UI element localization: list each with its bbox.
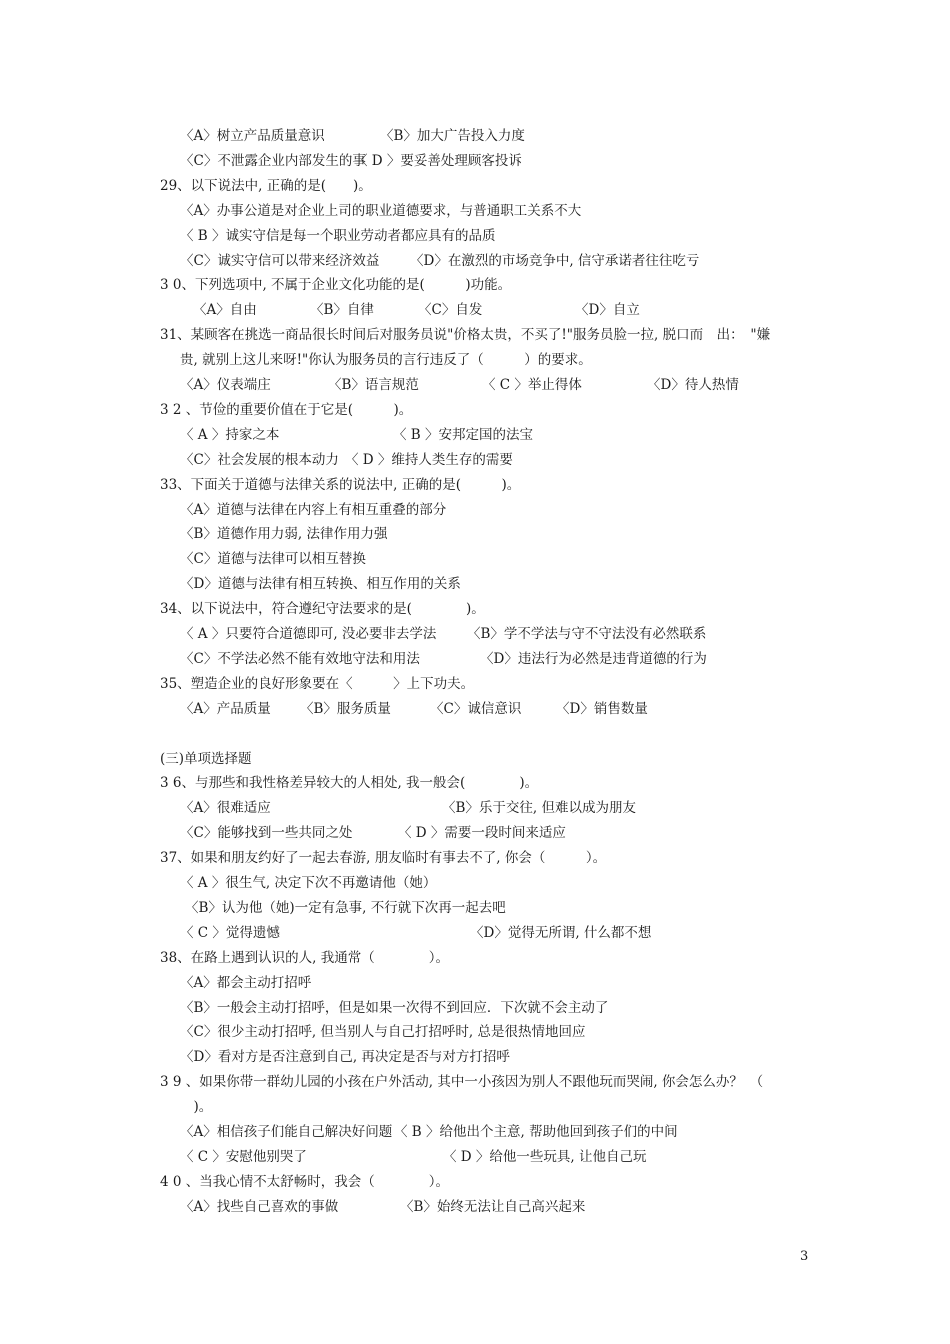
question-line: 3 2 、节俭的重要价值在于它是( )。	[160, 402, 413, 418]
question-line: 33、下面关于道德与法律关系的说法中, 正确的是( )。	[160, 477, 521, 493]
option-text: 〈C〉不学法必然不能有效地守法和用法	[180, 651, 420, 667]
option-text: 〈 D 〉要妥善处理顾客投诉	[354, 153, 522, 169]
option-text: 〈B〉自律	[310, 302, 374, 318]
option-text: 〈A〉道德与法律在内容上有相互重叠的部分	[180, 502, 447, 518]
option-text: 〈A〉办事公道是对企业上司的职业道德要求，与普通职工关系不大	[180, 203, 582, 219]
question-line: 37、如果和朋友约好了一起去春游, 朋友临时有事去不了, 你会（ ）。	[160, 850, 607, 866]
option-text: 〈 A 〉很生气, 决定下次不再邀请他（她）	[180, 875, 437, 891]
option-text: 〈A〉产品质量	[180, 701, 271, 717]
option-text: 〈 D 〉给他一些玩具, 让他自己玩	[443, 1149, 647, 1165]
option-text: 〈D〉待人热情	[647, 377, 739, 393]
option-text: 〈A〉找些自己喜欢的事做	[180, 1199, 339, 1215]
question-line: 4 0 、当我心情不太舒畅时，我会（ ）。	[160, 1174, 450, 1190]
question-line: 34、以下说法中，符合遵纪守法要求的是( )。	[160, 601, 485, 617]
question-line: 31、某顾客在挑选一商品很长时间后对服务员说"价格太贵，不买了!"服务员脸一拉, 脱口而 出： "嫌	[160, 327, 771, 343]
option-text: 〈D〉看对方是否注意到自己, 再决定是否与对方打招呼	[180, 1049, 510, 1065]
option-text: 〈A〉很难适应	[180, 800, 271, 816]
option-text: 〈 A 〉持家之本	[180, 427, 280, 443]
option-text: 〈C〉社会发展的根本动力	[180, 452, 339, 468]
option-text: 〈C〉道德与法律可以相互替换	[180, 551, 366, 567]
option-text: 〈D〉违法行为必然是违背道德的行为	[480, 651, 707, 667]
option-text: 3 9 、如果你带一群幼儿园的小孩在户外活动, 其中一小孩因为别人不跟他玩而哭闹, 你会怎么办？ （	[160, 1074, 764, 1090]
option-text: 〈 C 〉举止得体	[482, 377, 582, 393]
question-line: 38、在路上遇到认识的人, 我通常（ ）。	[160, 950, 450, 966]
option-text: 〈B〉乐于交往, 但难以成为朋友	[442, 800, 637, 816]
option-text: )。	[180, 1099, 213, 1115]
option-text: 〈 D 〉需要一段时间来适应	[398, 825, 566, 841]
option-text: 〈 B 〉诚实守信是每一个职业劳动者都应具有的品质	[180, 228, 496, 244]
option-text: 〈C〉自发	[418, 302, 483, 318]
option-text: 〈A〉都会主动打招呼	[180, 975, 312, 991]
question-line: (三)单项选择题	[160, 751, 252, 767]
question-line: 29、以下说法中, 正确的是( )。	[160, 178, 372, 194]
option-text: 〈B〉服务质量	[300, 701, 391, 717]
option-text: 〈B〉加大广告投入力度	[380, 128, 525, 144]
option-text: 〈A〉相信孩子们能自己解决好问题	[180, 1124, 393, 1140]
question-line: 35、塑造企业的良好形象要在〈 〉上下功夫。	[160, 676, 475, 692]
option-text: 〈 C 〉觉得遗憾	[180, 925, 280, 941]
option-text: 〈B〉学不学法与守不守法没有必然联系	[467, 626, 707, 642]
question-line: 3 0、下列选项中, 不属于企业文化功能的是( )功能。	[160, 277, 512, 293]
option-text: 〈A〉仪表端庄	[180, 377, 271, 393]
option-text: 〈D〉自立	[575, 302, 640, 318]
option-text: 〈D〉销售数量	[556, 701, 648, 717]
option-text: 〈D〉觉得无所谓, 什么都不想	[470, 925, 652, 941]
option-text: 〈C〉能够找到一些共同之处	[180, 825, 353, 841]
option-text: 〈B〉一般会主动打招呼，但是如果一次得不到回应．下次就不会主动了	[180, 1000, 609, 1016]
option-text: 〈B〉认为他（她)一定有急事, 不行就下次再一起去吧	[185, 900, 506, 916]
page-number: 3	[800, 1249, 809, 1264]
option-text: 〈 D 〉维持人类生存的需要	[345, 452, 513, 468]
option-text: 〈D〉在激烈的市场竞争中, 信守承诺者往往吃亏	[410, 253, 700, 269]
option-text: 〈A〉树立产品质量意识	[180, 128, 325, 144]
option-text: 〈 A 〉只要符合道德即可, 没必要非去学法	[180, 626, 437, 642]
option-text: 〈 C 〉安慰他别哭了	[180, 1149, 307, 1165]
option-text: 〈B〉语言规范	[328, 377, 419, 393]
option-text: 贵, 就别上这儿来呀!"你认为服务员的言行违反了（ ）的要求。	[180, 352, 592, 368]
option-text: 〈C〉不泄露企业内部发生的事	[180, 153, 366, 169]
option-text: 〈 B 〉安邦定国的法宝	[393, 427, 534, 443]
option-text: 〈 B 〉给他出个主意, 帮助他回到孩子们的中间	[394, 1124, 678, 1140]
option-text: 〈C〉诚实守信可以带来经济效益	[180, 253, 380, 269]
option-text: 〈B〉始终无法让自己高兴起来	[400, 1199, 586, 1215]
option-text: 〈C〉诚信意识	[430, 701, 522, 717]
question-line: 3 6、与那些和我性格差异较大的人相处, 我一般会( )。	[160, 775, 539, 791]
option-text: 〈C〉很少主动打招呼, 但当别人与自己打招呼时, 总是很热情地回应	[180, 1024, 586, 1040]
option-text: 〈D〉道德与法律有相互转换、相互作用的关系	[180, 576, 461, 592]
option-text: 〈A〉自由	[193, 302, 257, 318]
option-text: 〈B〉道德作用力弱, 法律作用力强	[180, 526, 388, 542]
